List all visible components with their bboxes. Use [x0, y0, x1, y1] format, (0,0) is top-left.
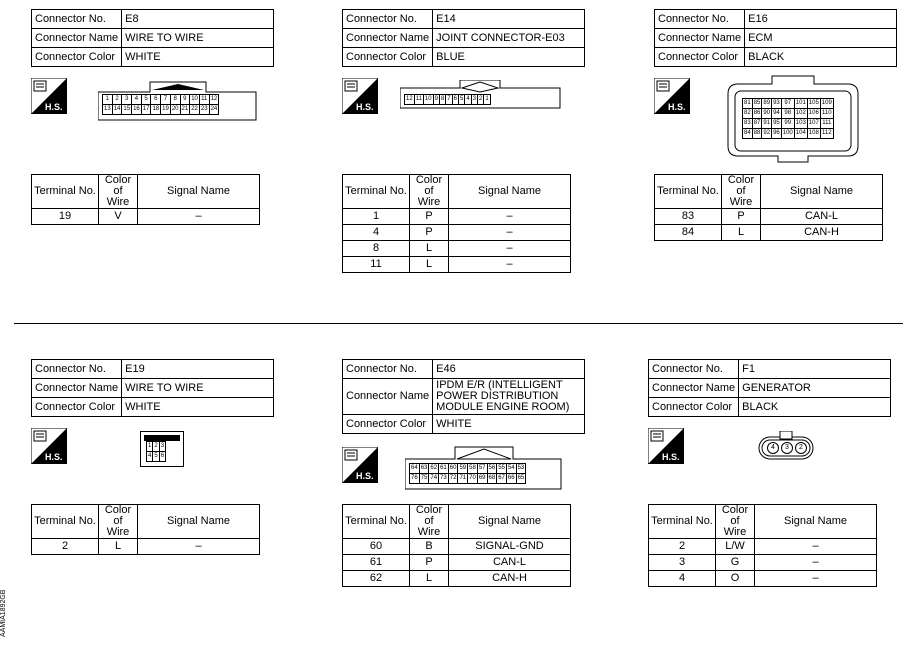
- terminal-no-cell: 60: [343, 539, 410, 555]
- hs-icon: [342, 78, 378, 114]
- terminal-no-cell: 84: [655, 225, 722, 241]
- pin-cell: 87: [752, 119, 762, 129]
- connector-color-value: BLUE: [433, 48, 585, 67]
- connector-block-e46: [342, 359, 585, 434]
- pin-cell: 65: [516, 474, 526, 484]
- signal-name-header: Signal Name: [755, 505, 877, 539]
- pin-cell: 16: [132, 105, 142, 115]
- wire-color-cell: L: [410, 257, 449, 273]
- pin-cell: 17: [141, 105, 151, 115]
- connector-name-value: WIRE TO WIRE: [122, 29, 274, 48]
- hs-badge-text: H.S.: [45, 102, 63, 112]
- pin-cell: 2: [795, 442, 807, 454]
- terminal-no-cell: 2: [32, 539, 99, 555]
- pin-cell: 56: [487, 464, 497, 474]
- terminal-no-cell: 11: [343, 257, 410, 273]
- pin-cell: 106: [807, 109, 820, 119]
- signal-name-cell: CAN-H: [449, 571, 571, 587]
- pin-cell: 97: [781, 99, 794, 109]
- terminal-no-cell: 83: [655, 209, 722, 225]
- pin-cell: 6: [151, 95, 161, 105]
- table-row: [32, 539, 260, 555]
- terminal-no-header: Terminal No.: [655, 175, 722, 209]
- pin-cell: 23: [199, 105, 209, 115]
- pin-cell: 18: [151, 105, 161, 115]
- signal-name-header: Signal Name: [449, 505, 571, 539]
- pin-cell: 11: [199, 95, 209, 105]
- table-row: [343, 225, 571, 241]
- connector-no-label: Connector No.: [343, 360, 433, 379]
- hs-icon: [342, 447, 378, 483]
- connector-no-value: E14: [433, 10, 585, 29]
- connector-block-f1: [648, 359, 891, 417]
- connector-no-value: E8: [122, 10, 274, 29]
- pin-cell: 96: [772, 129, 782, 139]
- pin-cell: 13: [103, 105, 113, 115]
- terminal-no-cell: 62: [343, 571, 410, 587]
- pin-cell: 98: [781, 109, 794, 119]
- signal-name-cell: –: [449, 241, 571, 257]
- connector-info-table: [31, 9, 274, 67]
- wire-color-cell: L: [410, 241, 449, 257]
- terminal-table-e14: [342, 174, 571, 273]
- pin-cell: 9: [180, 95, 190, 105]
- terminal-table-e46: [342, 504, 571, 587]
- signal-name-cell: –: [755, 555, 877, 571]
- connector-info-table: [342, 9, 585, 67]
- pin-cell: 90: [762, 109, 772, 119]
- pin-cell: 2: [153, 442, 159, 452]
- pin-grid: [767, 442, 807, 454]
- pin-cell: 2: [478, 95, 484, 105]
- connector-color-value: WHITE: [122, 48, 274, 67]
- connector-no-label: Connector No.: [32, 360, 122, 379]
- pin-cell: 67: [497, 474, 507, 484]
- hs-badge-text: H.S.: [45, 452, 63, 462]
- pin-cell: 5: [153, 452, 159, 462]
- connector-color-label: Connector Color: [32, 48, 122, 67]
- terminal-no-cell: 8: [343, 241, 410, 257]
- connector-no-label: Connector No.: [655, 10, 745, 29]
- connector-info-table: [31, 359, 274, 417]
- table-row: [649, 571, 877, 587]
- terminal-no-cell: 2: [649, 539, 716, 555]
- connector-name-value: JOINT CONNECTOR-E03: [433, 29, 585, 48]
- pin-cell: 21: [180, 105, 190, 115]
- document-id: AAMIA1892GB: [0, 589, 7, 637]
- table-row: [649, 555, 877, 571]
- pin-cell: 15: [122, 105, 132, 115]
- connector-name-label: Connector Name: [649, 379, 739, 398]
- connector-no-value: E19: [122, 360, 274, 379]
- pin-cell: 112: [820, 129, 833, 139]
- pin-cell: 4: [465, 95, 471, 105]
- connector-color-value: BLACK: [739, 398, 891, 417]
- connector-color-value: WHITE: [433, 415, 585, 434]
- pin-cell: 7: [446, 95, 452, 105]
- pin-cell: 94: [772, 109, 782, 119]
- connector-color-label: Connector Color: [655, 48, 745, 67]
- wire-color-cell: P: [722, 209, 761, 225]
- signal-name-cell: SIGNAL-GND: [449, 539, 571, 555]
- pin-cell: 110: [820, 109, 833, 119]
- terminal-no-header: Terminal No.: [343, 505, 410, 539]
- pin-cell: 109: [820, 99, 833, 109]
- pin-cell: 61: [439, 464, 449, 474]
- wire-color-cell: V: [99, 209, 138, 225]
- signal-name-cell: –: [138, 539, 260, 555]
- connector-color-label: Connector Color: [32, 398, 122, 417]
- connector-color-label: Connector Color: [649, 398, 739, 417]
- pin-grid: [146, 441, 166, 462]
- pin-cell: 111: [820, 119, 833, 129]
- pin-cell: 57: [477, 464, 487, 474]
- hs-badge-text: H.S.: [356, 471, 374, 481]
- wire-color-header: Color of Wire: [722, 175, 761, 209]
- table-row: [343, 209, 571, 225]
- pin-cell: 63: [419, 464, 429, 474]
- connector-color-label: Connector Color: [343, 415, 433, 434]
- terminal-no-header: Terminal No.: [343, 175, 410, 209]
- pin-cell: 101: [794, 99, 807, 109]
- connector-info-table: [342, 359, 585, 434]
- pin-cell: 75: [419, 474, 429, 484]
- signal-name-cell: –: [755, 539, 877, 555]
- pin-cell: 105: [807, 99, 820, 109]
- pin-cell: 62: [429, 464, 439, 474]
- pin-cell: 14: [112, 105, 122, 115]
- connector-block-e16: [654, 9, 897, 67]
- pin-cell: 103: [794, 119, 807, 129]
- connector-block-e19: [31, 359, 274, 417]
- pin-cell: 83: [743, 119, 753, 129]
- pin-cell: 81: [743, 99, 753, 109]
- pin-grid: [742, 98, 834, 139]
- pin-cell: 71: [458, 474, 468, 484]
- connector-no-value: E16: [745, 10, 897, 29]
- wire-color-cell: B: [410, 539, 449, 555]
- signal-name-header: Signal Name: [761, 175, 883, 209]
- pin-cell: 22: [190, 105, 200, 115]
- pin-cell: 82: [743, 109, 753, 119]
- connector-name-value: GENERATOR: [739, 379, 891, 398]
- wire-color-header: Color of Wire: [716, 505, 755, 539]
- pin-grid: [404, 94, 491, 105]
- pin-cell: 68: [487, 474, 497, 484]
- pin-cell: 72: [448, 474, 458, 484]
- pin-cell: 95: [772, 119, 782, 129]
- hs-icon: [31, 78, 67, 114]
- pin-cell: 7: [161, 95, 171, 105]
- pin-cell: 12: [209, 95, 219, 105]
- connector-no-value: E46: [433, 360, 585, 379]
- pin-cell: 19: [161, 105, 171, 115]
- pin-cell: 1: [484, 95, 490, 105]
- pin-cell: 69: [477, 474, 487, 484]
- pin-cell: 108: [807, 129, 820, 139]
- connector-color-label: Connector Color: [343, 48, 433, 67]
- section-divider: [14, 323, 903, 324]
- signal-name-cell: CAN-L: [449, 555, 571, 571]
- connector-name-label: Connector Name: [32, 29, 122, 48]
- terminal-no-cell: 4: [343, 225, 410, 241]
- signal-name-cell: –: [449, 225, 571, 241]
- terminal-no-cell: 61: [343, 555, 410, 571]
- terminal-table-e16: [654, 174, 883, 241]
- table-row: [343, 539, 571, 555]
- pin-cell: 3: [159, 442, 165, 452]
- table-row: [649, 539, 877, 555]
- pin-cell: 12: [405, 95, 415, 105]
- wire-color-cell: P: [410, 555, 449, 571]
- wire-color-cell: G: [716, 555, 755, 571]
- signal-name-cell: CAN-H: [761, 225, 883, 241]
- pin-cell: 11: [414, 95, 423, 105]
- table-row: [343, 241, 571, 257]
- wire-color-header: Color of Wire: [99, 175, 138, 209]
- signal-name-cell: –: [449, 209, 571, 225]
- terminal-no-cell: 3: [649, 555, 716, 571]
- pin-cell: 76: [410, 474, 420, 484]
- table-row: [343, 257, 571, 273]
- pin-cell: 1: [147, 442, 153, 452]
- signal-name-header: Signal Name: [138, 505, 260, 539]
- pin-cell: 104: [794, 129, 807, 139]
- pin-cell: 6: [452, 95, 458, 105]
- hs-badge-text: H.S.: [662, 452, 680, 462]
- connector-no-label: Connector No.: [649, 360, 739, 379]
- pin-cell: 3: [122, 95, 132, 105]
- connector-color-value: BLACK: [745, 48, 897, 67]
- pin-grid: [409, 463, 526, 484]
- pin-cell: 93: [772, 99, 782, 109]
- signal-name-cell: CAN-L: [761, 209, 883, 225]
- pin-cell: 10: [190, 95, 200, 105]
- table-row: [655, 209, 883, 225]
- connector-no-label: Connector No.: [343, 10, 433, 29]
- table-row: [343, 555, 571, 571]
- connector-color-value: WHITE: [122, 398, 274, 417]
- connector-name-label: Connector Name: [343, 379, 433, 415]
- pin-cell: 3: [781, 442, 793, 454]
- wire-color-cell: L: [99, 539, 138, 555]
- pin-cell: 8: [170, 95, 180, 105]
- pin-cell: 85: [752, 99, 762, 109]
- pin-cell: 10: [423, 95, 433, 105]
- pin-cell: 74: [429, 474, 439, 484]
- pin-cell: 102: [794, 109, 807, 119]
- pin-cell: 107: [807, 119, 820, 129]
- hs-icon: [654, 78, 690, 114]
- wire-color-header: Color of Wire: [410, 505, 449, 539]
- pin-cell: 100: [781, 129, 794, 139]
- pin-cell: 24: [209, 105, 219, 115]
- connector-name-value: WIRE TO WIRE: [122, 379, 274, 398]
- terminal-no-cell: 1: [343, 209, 410, 225]
- pin-cell: 60: [448, 464, 458, 474]
- table-row: [32, 209, 260, 225]
- signal-name-header: Signal Name: [138, 175, 260, 209]
- pin-cell: 5: [458, 95, 464, 105]
- wire-color-cell: L: [410, 571, 449, 587]
- pin-cell: 4: [767, 442, 779, 454]
- connector-block-e8: [31, 9, 274, 67]
- terminal-no-header: Terminal No.: [32, 505, 99, 539]
- pin-cell: 86: [752, 109, 762, 119]
- pin-cell: 54: [506, 464, 516, 474]
- terminal-no-header: Terminal No.: [32, 175, 99, 209]
- terminal-no-cell: 19: [32, 209, 99, 225]
- hs-icon: [648, 428, 684, 464]
- terminal-no-cell: 4: [649, 571, 716, 587]
- connector-name-label: Connector Name: [343, 29, 433, 48]
- terminal-table-e8: [31, 174, 260, 225]
- hs-badge-text: H.S.: [668, 102, 686, 112]
- wire-color-cell: O: [716, 571, 755, 587]
- pin-cell: 6: [159, 452, 165, 462]
- wire-color-cell: P: [410, 225, 449, 241]
- connector-name-value: ECM: [745, 29, 897, 48]
- connector-name-label: Connector Name: [655, 29, 745, 48]
- connector-info-table: [654, 9, 897, 67]
- connector-no-value: F1: [739, 360, 891, 379]
- terminal-table-f1: [648, 504, 877, 587]
- pin-cell: 53: [516, 464, 526, 474]
- table-row: [343, 571, 571, 587]
- wire-color-cell: L/W: [716, 539, 755, 555]
- pin-cell: 91: [762, 119, 772, 129]
- connector-info-table: [648, 359, 891, 417]
- pin-cell: 20: [170, 105, 180, 115]
- pin-cell: 8: [439, 95, 445, 105]
- wire-color-header: Color of Wire: [410, 175, 449, 209]
- connector-no-label: Connector No.: [32, 10, 122, 29]
- pin-cell: 9: [433, 95, 439, 105]
- pin-cell: 89: [762, 99, 772, 109]
- pin-cell: 2: [112, 95, 122, 105]
- signal-name-cell: –: [449, 257, 571, 273]
- connector-name-value: IPDM E/R (INTELLIGENT POWER DISTRIBUTION MODULE ENGINE ROOM): [433, 379, 585, 415]
- pin-cell: 84: [743, 129, 753, 139]
- pin-cell: 4: [132, 95, 142, 105]
- pin-cell: 88: [752, 129, 762, 139]
- terminal-table-e19: [31, 504, 260, 555]
- pin-cell: 1: [103, 95, 113, 105]
- connector-block-e14: [342, 9, 585, 67]
- wire-color-cell: L: [722, 225, 761, 241]
- pin-cell: 64: [410, 464, 420, 474]
- wire-color-header: Color of Wire: [99, 505, 138, 539]
- pin-cell: 70: [468, 474, 478, 484]
- pin-cell: 5: [141, 95, 151, 105]
- pin-grid: [102, 94, 219, 115]
- pin-cell: 99: [781, 119, 794, 129]
- signal-name-header: Signal Name: [449, 175, 571, 209]
- connector-name-label: Connector Name: [32, 379, 122, 398]
- signal-name-cell: –: [755, 571, 877, 587]
- wire-color-cell: P: [410, 209, 449, 225]
- pin-cell: 92: [762, 129, 772, 139]
- pin-cell: 58: [468, 464, 478, 474]
- terminal-no-header: Terminal No.: [649, 505, 716, 539]
- pin-cell: 3: [471, 95, 477, 105]
- pin-cell: 55: [497, 464, 507, 474]
- pin-cell: 59: [458, 464, 468, 474]
- pin-cell: 73: [439, 474, 449, 484]
- hs-badge-text: H.S.: [356, 102, 374, 112]
- hs-icon: [31, 428, 67, 464]
- pin-cell: 4: [147, 452, 153, 462]
- table-row: [655, 225, 883, 241]
- signal-name-cell: –: [138, 209, 260, 225]
- pin-cell: 66: [506, 474, 516, 484]
